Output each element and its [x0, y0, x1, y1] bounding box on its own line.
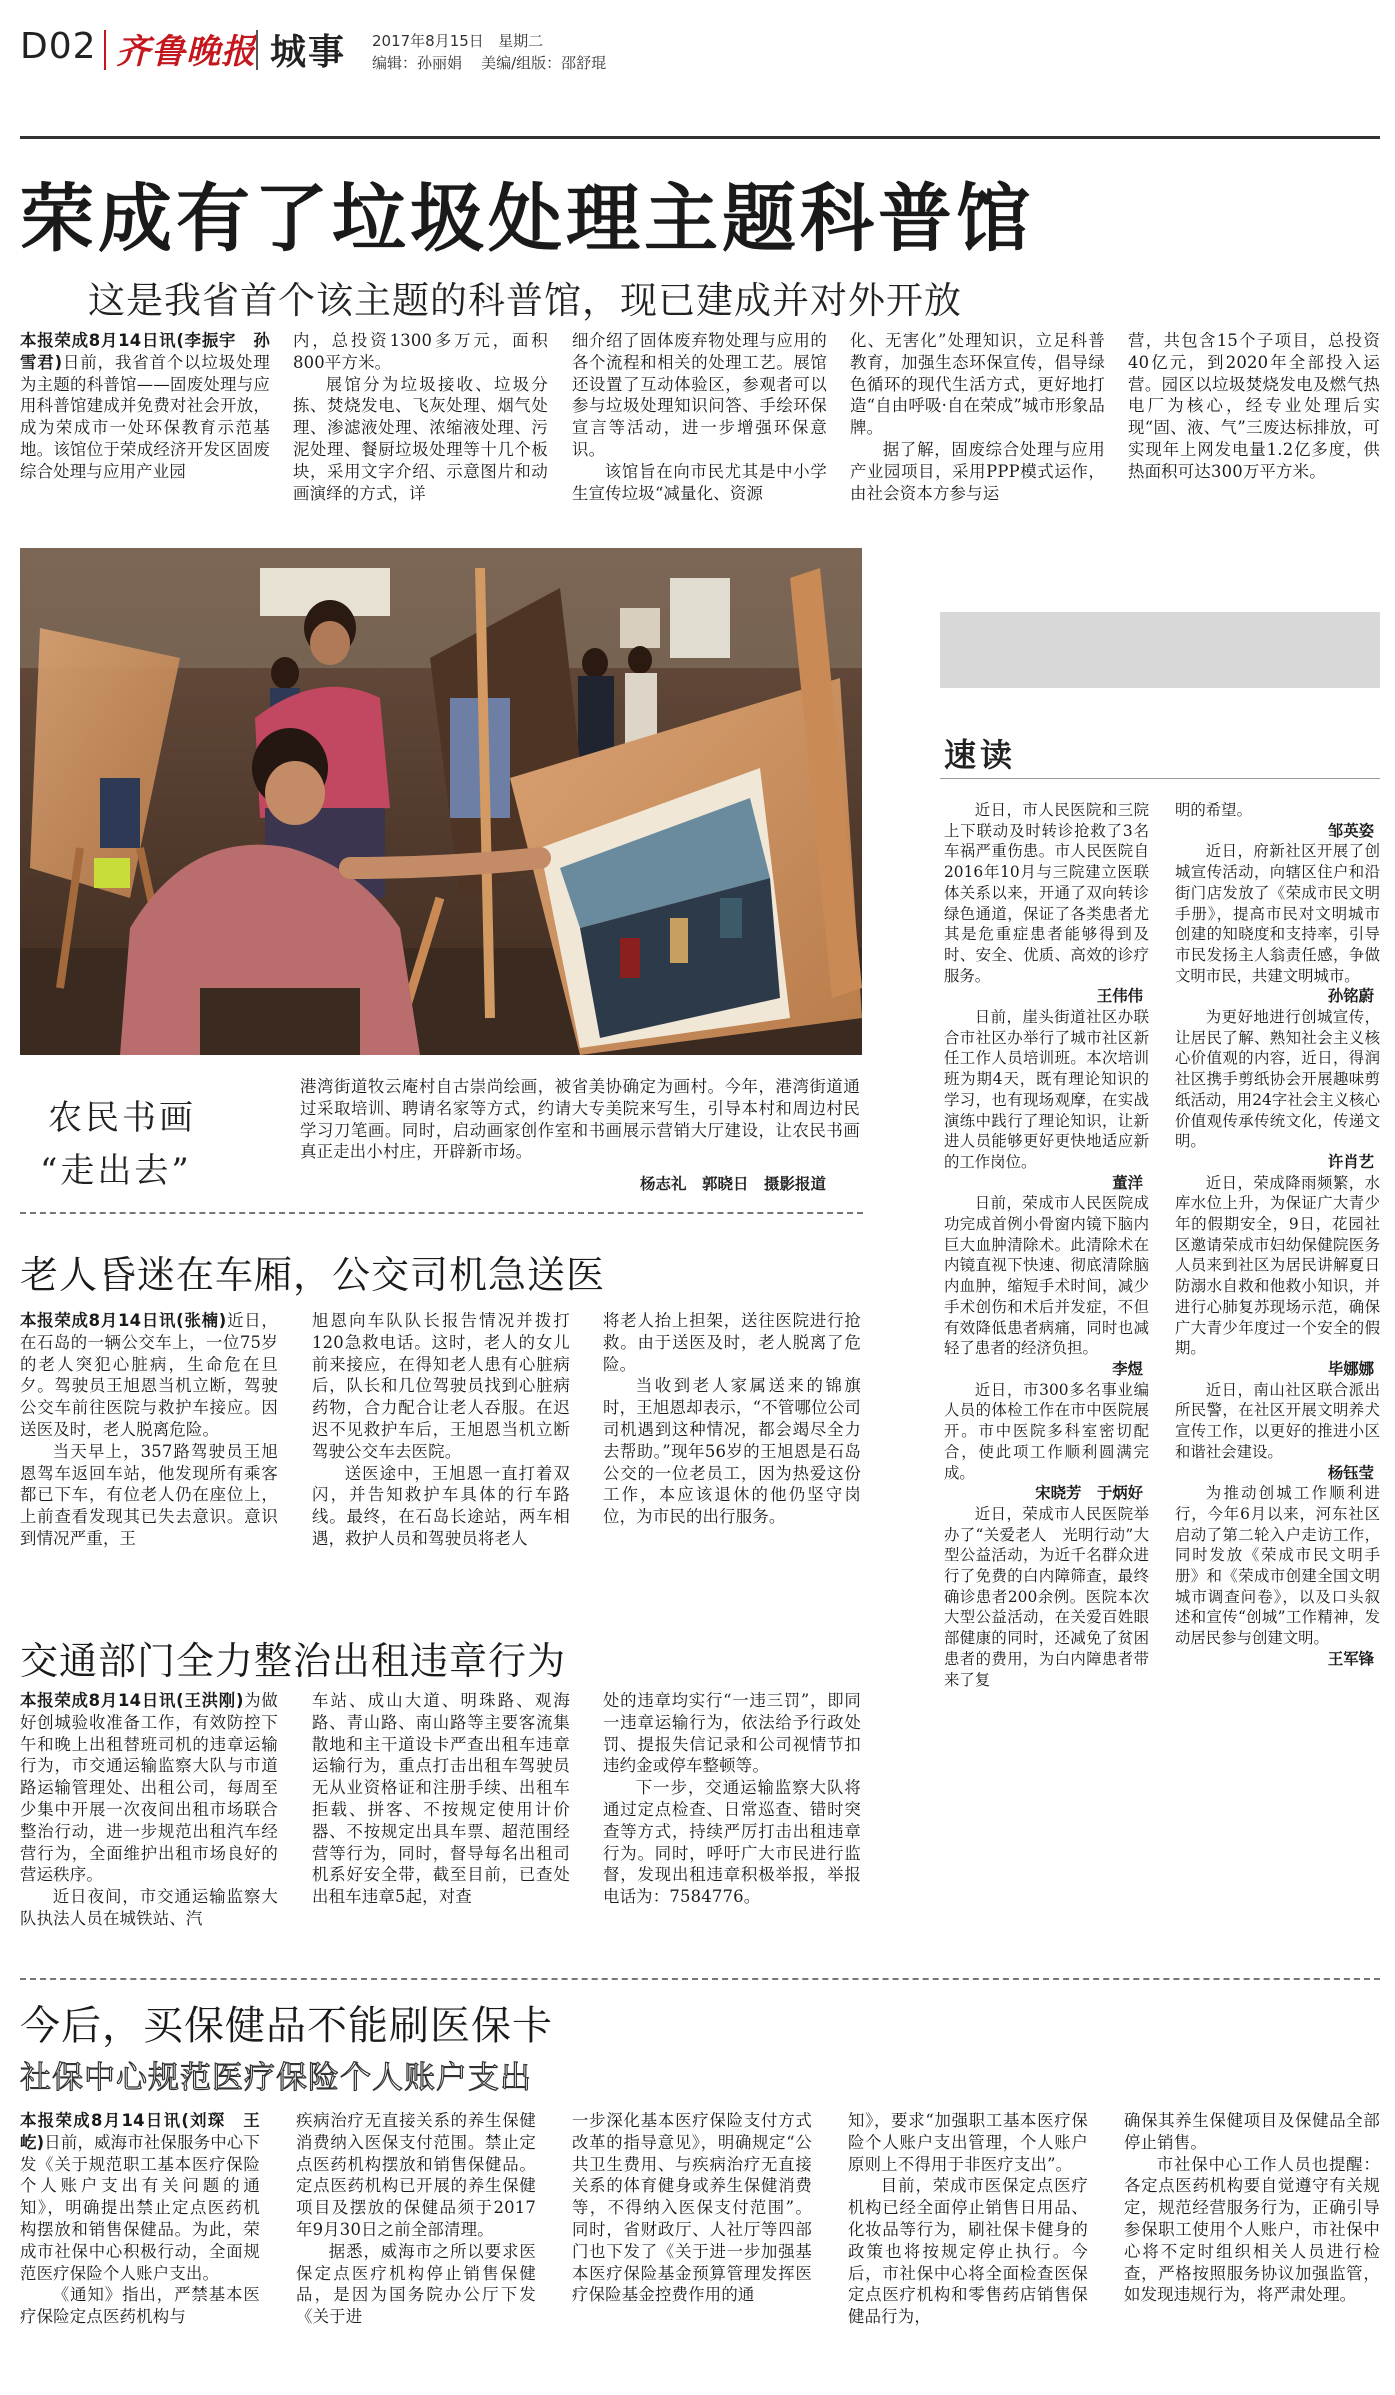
article4-column-2: 疾病治疗无直接关系的养生保健消费纳入医保支付范围。禁止定点医药机构摆放和销售保健品。定点医药机构已开展的养生保健项目及摆放的保健品须于2017年9月30日之前全部清理。 据悉，威海市之所以要求医保定点医疗机构停止销售保健品，是因为国务院办公厅下发《关于进	[296, 2111, 536, 2327]
paper-logo: 齐鲁晚报	[116, 32, 256, 72]
article4-column-3: 一步深化基本医疗保险支付方式改革的指导意见》，明确规定“公共卫生费用、与疾病治疗无直接关系的体育健身或养生保健消费等，不得纳入医保支付范围”。同时，省财政厅、人社厅等四部门也下发了《关于进一步加强基本医疗保险基金预算管理发挥医疗保险基金控费作用的通	[572, 2111, 812, 2305]
brief-author: 杨钰莹	[1327, 1463, 1374, 1482]
article3-headline: 交通部门全力整治出租违章行为	[20, 1639, 567, 1683]
article4-headline: 今后，买保健品不能刷医保卡	[20, 2003, 553, 2049]
masthead-date	[372, 30, 543, 51]
article1-column-4: 化、无害化”处理知识，立足科普教育，加强生态环保宣传，倡导绿色循环的现代生活方式，更好地打造“自由呼吸·自在荣成”城市形象品牌。 据了解，固废综合处理与应用产业园项目，采用PPP模式运作，由社会资本方参与运	[850, 331, 1105, 503]
brief-author: 许肖艺	[1327, 1152, 1374, 1171]
date: 2017年8月15日	[372, 32, 484, 50]
brief-author: 王伟伟	[1096, 987, 1143, 1006]
news-photo	[20, 548, 862, 1055]
brief-column-1: 近日，市人民医院和三院上下联动及时转诊抢救了3名车祸严重伤患。市人民医院自2016年10月与三院建立医联体关系以来，开通了双向转诊绿色通道，保证了各类患者尤其是危重症患者能够得到及时、安全、优质、高效的诊疗服务。 王伟伟 日前，崖头街道社区办联合市社区办举行了城市社区新任工作人员培训班。本次培训班为期4天，既有理论知识的学习，也有现场观摩，在实战演练中践行了理论知识，让新进人员能够更好更快地适应新的工作岗位。 董洋 日前，荣成市人民医院成功完成首例小骨窗内镜下脑内巨大血肿清除术。此清除术在内镜直视下快速、彻底清除脑内血肿，缩短手术时间，减少手术创伤和术后并发症，不但有效降低患者病痛，同时也减轻了患者的经济负担。 李煜 近日，市300多名事业编人员的体检工作在市中医院展开。市中医院多科室密切配合，使此项工作顺利圆满完成。 宋晓芳 于炳好 近日，荣成市人民医院举办了“关爱老人 光明行动”大型公益活动，为近千名群众进行了免费的白内障筛查，最终确诊患者200余例。医院本次大型公益活动，在关爱百姓眼部健康的同时，还减免了贫困患者的费用，为白内障患者带来了复	[944, 801, 1149, 1689]
brief-author: 董洋	[1112, 1173, 1143, 1192]
brief-title: 速读	[944, 736, 1017, 774]
article4-column-1: 本报荣成8月14日讯(刘琛 王屹)日前，威海市社保服务中心下发《关于规范职工基本医疗保险个人账户支出有关问题的通知》，明确提出禁止定点医药机构摆放和销售保健品。为此，荣成市社保中心积极行动，全面规范医疗保险个人账户支出。 《通知》指出，严禁基本医疗保险定点医药机构与	[20, 2111, 260, 2327]
brief-author: 孙铭蔚	[1327, 987, 1374, 1006]
photo-credit: 杨志礼 郭晓日 摄影报道	[640, 1175, 827, 1193]
article1-column-3: 细介绍了固体废弃物处理与应用的各个流程和相关的处理工艺。展馆还设置了互动体验区，参观者可以参与垃圾处理知识问答、手绘环保宣言等活动，进一步增强环保意识。 该馆旨在向市民尤其是中小学生宣传垃圾“减量化、资源	[572, 331, 827, 503]
photo-title	[40, 1090, 260, 1192]
brief-author: 王军锋	[1327, 1649, 1374, 1668]
weekday: 星期二	[498, 32, 544, 50]
article2-column-1: 本报荣成8月14日讯(张楠)近日，在石岛的一辆公交车上，一位75岁的老人突犯心脏病，生命危在旦夕。驾驶员王旭恩当机立断，驾驶公交车前往医院与救护车接应。因送医及时，老人脱离危险。 当天早上，357路驾驶员王旭恩驾车返回车站，他发现所有乘客都已下车，有位老人仍在座位上，上前查看发现其已失去意识。意识到情况严重，王	[20, 1311, 278, 1548]
photo-title-line2: “走出去”	[40, 1151, 192, 1191]
article1-column-2: 内，总投资1300多万元，面积800平方米。 展馆分为垃圾接收、垃圾分拣、焚烧发电、飞灰处理、烟气处理、渗滤液处理、浓缩液处理、污泥处理、餐厨垃圾处理等十几个板块，采用文字介绍、示意图片和动画演绎的方式，详	[293, 331, 548, 503]
dateline: 本报荣成8月14日讯(李振宇 孙雪君)	[20, 331, 270, 372]
photo-title-line1: 农民书画	[48, 1098, 196, 1138]
article4-subhead: 社保中心规范医疗保险个人账户支出	[20, 2060, 532, 2096]
article2-column-3: 将老人抬上担架，送往医院进行抢救。由于送医及时，老人脱离了危险。 当收到老人家属送来的锦旗时，王旭恩却表示，“不管哪位公司司机遇到这种情况，都会竭尽全力去帮助。”现年56岁的王旭恩是石岛公交的一位老员工，因为热爱这份工作，本应该退休的他仍坚守岗位，为市民的出行服务。	[603, 1311, 861, 1527]
section-divider	[20, 1978, 1380, 1980]
brief-title-rule	[940, 778, 1380, 779]
article3-column-3: 处的违章均实行“一违三罚”，即同一违章运输行为，依法给予行政处罚、提报失信记录和公司视情节扣违约金或停车整顿等。 下一步，交通运输监察大队将通过定点检查、日常巡查、错时突查等方式，持续严厉打击出租违章行为。同时，呼吁广大市民进行监督，发现出租违章积极举报，举报电话为：7584776。	[603, 1691, 861, 1907]
brief-author: 宋晓芳 于炳好	[1035, 1484, 1143, 1503]
page-number: D02	[20, 26, 97, 67]
masthead-divider	[256, 30, 258, 70]
article1-subhead: 这是我省首个该主题的科普馆，现已建成并对外开放	[88, 279, 962, 322]
section-name: 城事	[270, 32, 347, 73]
article3-column-1: 本报荣成8月14日讯(王洪刚)为做好创城验收准备工作，有效防控下午和晚上出租替班司机的违章运输行为，市交通运输监察大队与市道路运输管理处、出租公司，每周至少集中开展一次夜间出租市场联合整治行动，进一步规范出租汽车经营行为，全面维护出租市场良好的营运秩序。 近日夜间，市交通运输监察大队执法人员在城铁站、汽	[20, 1691, 278, 1928]
masthead-divider	[104, 30, 106, 70]
painting-class-photo	[20, 548, 862, 1055]
editor: 编辑：孙丽娟	[372, 54, 463, 72]
article2-column-2: 旭恩向车队队长报告情况并拨打120急救电话。这时，老人的女儿前来接应，在得知老人患有心脏病后，队长和几位驾驶员找到心脏病药物，合力配合让老人吞服。在迟迟不见救护车后，王旭恩当机立断驾驶公交车去医院。 送医途中，王旭恩一直打着双闪，并告知救护车具体的行车路线。最终，在石岛长途站，两车相遇，救护人员和驾驶员将老人	[312, 1311, 570, 1548]
dateline: 本报荣成8月14日讯(王洪刚)	[20, 1691, 244, 1710]
brief-author: 毕娜娜	[1327, 1359, 1374, 1378]
brief-author: 邹英姿	[1327, 821, 1374, 840]
masthead	[0, 0, 1395, 90]
designer: 美编/组版：邵舒琨	[481, 54, 607, 72]
article4-column-5: 确保其养生保健项目及保健品全部停止销售。 市社保中心工作人员也提醒：各定点医药机构要自觉遵守有关规定，规范经营服务行为，正确引导参保职工使用个人账户，市社保中心将不定时组织相关人员进行检查，严格按照服务协议加强监管，如发现违规行为，将严肃处理。	[1124, 2111, 1380, 2305]
dateline: 本报荣成8月14日讯(张楠)	[20, 1311, 227, 1330]
article3-column-2: 车站、成山大道、明珠路、观海路、青山路、南山路等主要客流集散地和主干道设卡严查出租车违章运输行为，重点打击出租车驾驶员无从业资格证和注册手续、出租车拒载、拼客、不按规定使用计价器、不按规定出具车票、超范围经营等行为，同时，督导每名出租司机系好安全带，截至目前，已查处出租车违章5起，对查	[312, 1691, 570, 1907]
dateline: 本报荣成8月14日讯(刘琛 王屹)	[20, 2111, 260, 2152]
article1-column-1: 本报荣成8月14日讯(李振宇 孙雪君)日前，我省首个以垃圾处理为主题的科普馆——固废处理与应用科普馆建成并免费对社会开放，成为荣成市一处环保教育示范基地。该馆位于荣成经济开发区固废综合处理与应用产业园	[20, 331, 270, 481]
masthead-credits	[372, 52, 606, 73]
masthead-rule	[20, 136, 1380, 139]
brief-header-bar	[940, 612, 1380, 688]
article1-headline: 荣成有了垃圾处理主题科普馆	[20, 176, 1034, 262]
article4-column-4: 知》，要求“加强职工基本医疗保险个人账户支出管理，个人账户原则上不得用于非医疗支出”。 目前，荣成市医保定点医疗机构已经全面停止销售日用品、化妆品等行为，刷社保卡健身的政策也将按规定停止执行。今后，市社保中心将全面检查医保定点医疗机构和零售药店销售保健品行为，	[848, 2111, 1088, 2327]
article1-column-5: 营，共包含15个子项目，总投资40亿元，到2020年全部投入运营。园区以垃圾焚烧发电及燃气热电厂为核心，经专业处理后实现“固、液、气”三废达标排放，可实现年上网发电量1.2亿多度，供热面积可达300万平方米。	[1128, 331, 1380, 481]
article2-headline: 老人昏迷在车厢，公交司机急送医	[20, 1253, 606, 1297]
brief-column-2: 明的希望。 邹英姿 近日，府新社区开展了创城宣传活动，向辖区住户和沿街门店发放了《荣成市民文明手册》，提高市民对文明城市创建的知晓度和支持率，引导市民发扬主人翁责任感，争做文明市民，共建文明城市。 孙铭蔚 为更好地进行创城宣传，让居民了解、熟知社会主义核心价值观的内容，近日，得润社区携手剪纸协会开展趣味剪纸活动，用24字社会主义核心价值观传承传统文化，传递文明。 许肖艺 近日，荣成降雨频繁，水库水位上升，为保证广大青少年的假期安全，9日，花园社区邀请荣成市妇幼保健院医务人员来到社区为居民讲解夏日防溺水自救和他救小知识，并进行心肺复苏现场示范，确保广大青少年度过一个安全的假期。 毕娜娜 近日，南山社区联合派出所民警，在社区开展文明养犬宣传工作，以更好的推进小区和谐社会建设。 杨钰莹 为推动创城工作顺利进行，今年6月以来，河东社区启动了第二轮入户走访工作，同时发放《荣成市民文明手册》和《荣成市创建全国文明城市调查问卷》，以及口头叙述和宣传“创城”工作精神，发动居民参与创建文明。 王军锋	[1175, 801, 1380, 1668]
photo-caption: 港湾街道牧云庵村自古崇尚绘画，被省美协确定为画村。今年，港湾街道通过采取培训、聘请名家等方式，约请大专美院来写生，引导本村和周边村民学习刀笔画。同时，启动画家创作室和书画展示营销大厅建设，让农民书画真正走出小村庄，开辟新市场。	[300, 1077, 860, 1162]
section-divider	[20, 1212, 863, 1214]
brief-author: 李煜	[1112, 1359, 1143, 1378]
